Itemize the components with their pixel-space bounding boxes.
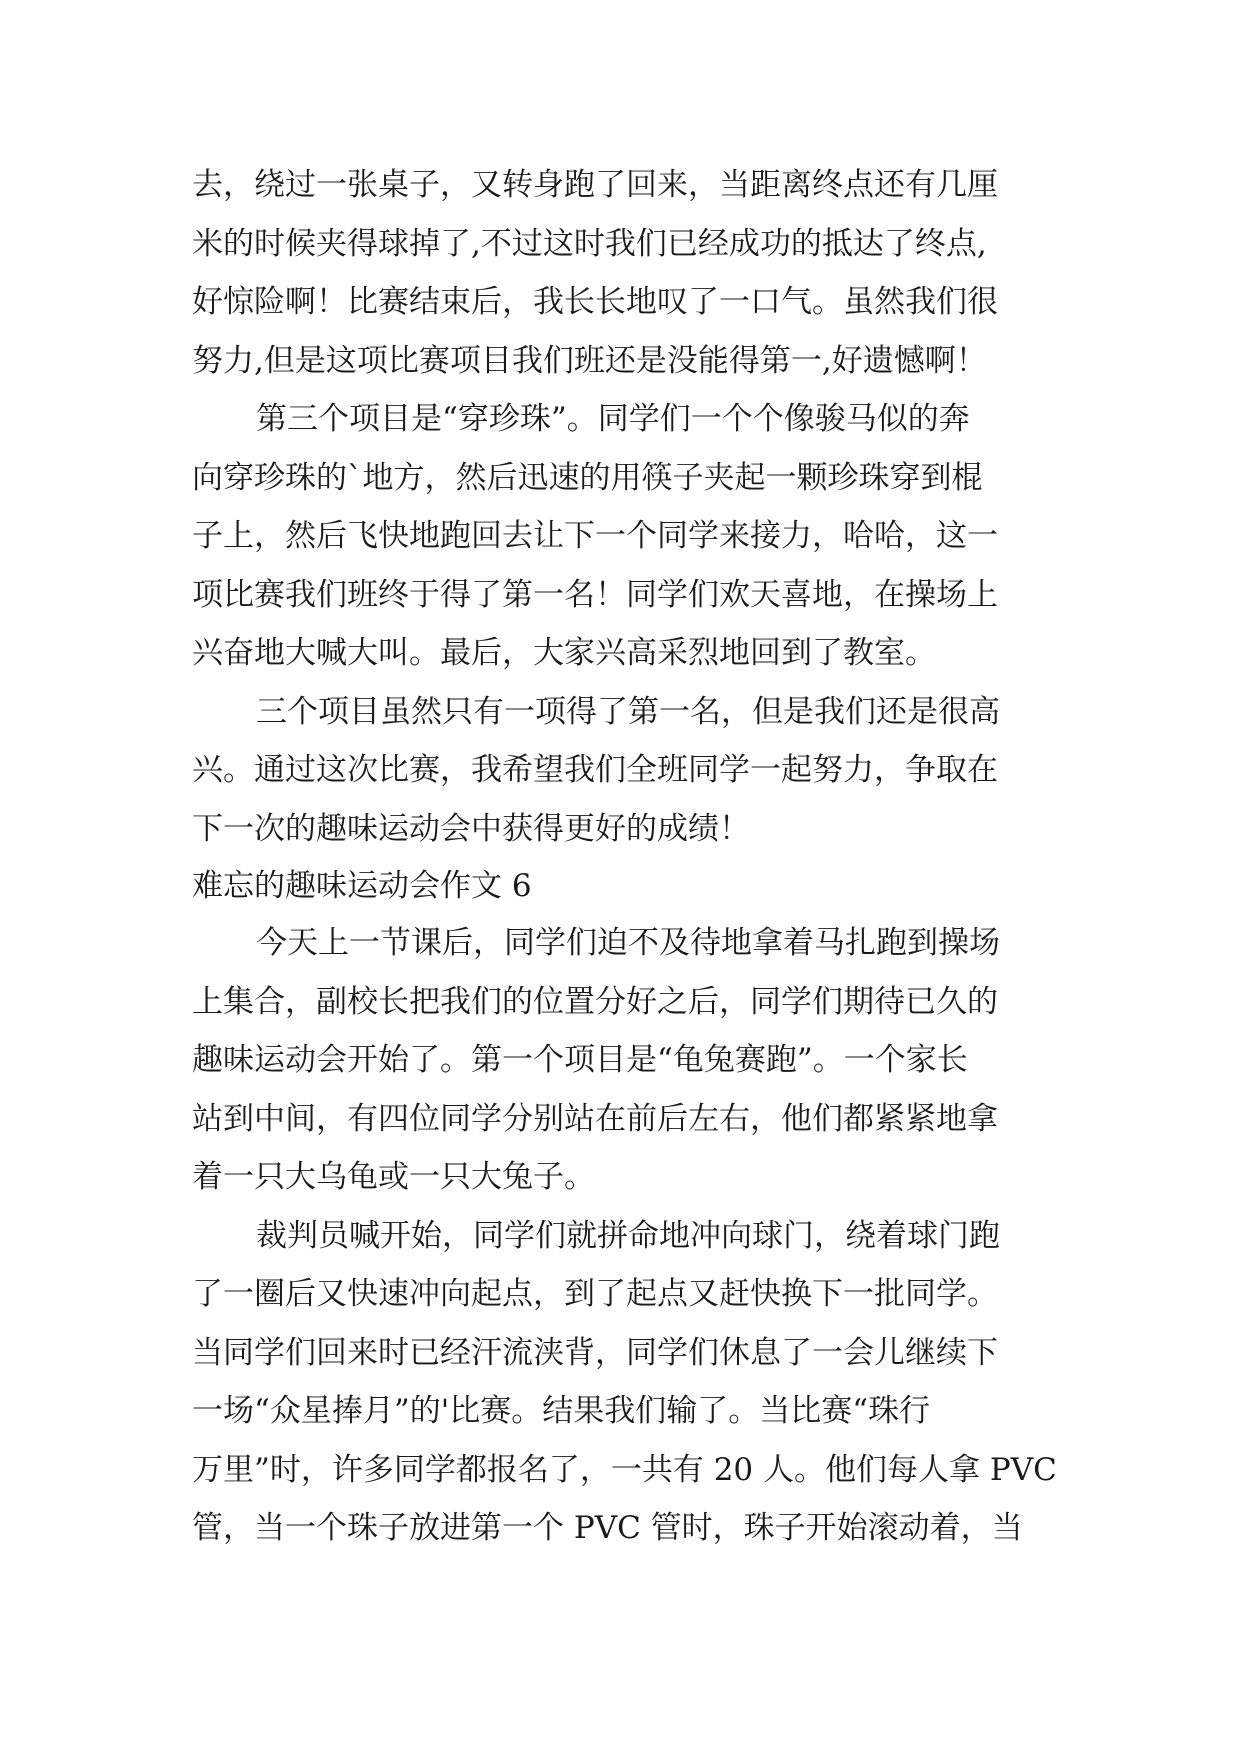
text-line: 好惊险啊！比赛结束后，我长长地叹了一口气。虽然我们很 <box>192 284 998 320</box>
text-line: 站到中间，有四位同学分别站在前后左右，他们都紧紧地拿 <box>192 1100 998 1137</box>
text-line: 今天上一节课后，同学们迫不及待地拿着马扎跑到操场 <box>256 925 1000 961</box>
text-line: 兴。通过这次比赛，我希望我们全班同学一起努力，争取在 <box>192 752 998 788</box>
text-line: 米的时候夹得球掉了,不过这时我们已经成功的抵达了终点, <box>192 225 987 262</box>
text-line: 管，当一个珠子放进第一个 PVC 管时，珠子开始滚动着，当 <box>192 1510 1023 1546</box>
text-line: 了一圈后又快速冲向起点，到了起点又赶快换下一批同学。 <box>192 1276 998 1312</box>
document-body <box>192 156 1092 1558</box>
text-line: 三个项目虽然只有一项得了第一名，但是我们还是很高 <box>256 693 1000 730</box>
text-line: 一场“众星捧月”的'比赛。结果我们输了。当比赛“珠行 <box>192 1393 931 1429</box>
text-line: 兴奋地大喊大叫。最后，大家兴高采烈地回到了教室。 <box>192 635 936 671</box>
text-line: 裁判员喊开始，同学们就拼命地冲向球门，绕着球门跑 <box>256 1217 1000 1254</box>
text-line: 万里”时，许多同学都报名了，一共有 20 人。他们每人拿 PVC <box>192 1451 1057 1488</box>
text-line: 子上，然后飞快地跑回去让下一个同学来接力，哈哈，这一 <box>192 518 998 554</box>
paragraph <box>192 390 1092 683</box>
text-line: 向穿珍珠的`地方，然后迅速的用筷子夹起一颗珍珠穿到棍 <box>192 459 983 496</box>
paragraph <box>192 914 1092 1207</box>
text-line: 去，绕过一张桌子，又转身跑了回来，当距离终点还有几厘 <box>192 167 998 203</box>
text-line: 下一次的趣味运动会中获得更好的成绩！ <box>192 810 750 847</box>
text-line: 当同学们回来时已经汗流浃背，同学们休息了一会儿继续下 <box>192 1334 998 1371</box>
text-line: 项比赛我们班终于得了第一名！同学们欢天喜地，在操场上 <box>192 576 998 613</box>
text-line: 趣味运动会开始了。第一个项目是“龟兔赛跑”。一个家长 <box>192 1042 968 1078</box>
section-heading <box>192 858 1092 914</box>
text-line: 着一只大乌龟或一只大兔子。 <box>192 1159 595 1195</box>
text-line: 第三个项目是“穿珍珠”。同学们一个个像骏马似的奔 <box>256 401 970 437</box>
heading-text: 难忘的趣味运动会作文 6 <box>192 868 532 904</box>
text-line: 努力,但是这项比赛项目我们班还是没能得第一,好遗憾啊！ <box>192 342 987 379</box>
paragraph <box>192 683 1092 859</box>
text-line: 上集合，副校长把我们的位置分好之后，同学们期待已久的 <box>192 983 998 1020</box>
paragraph <box>192 1207 1092 1558</box>
paragraph <box>192 156 1092 390</box>
